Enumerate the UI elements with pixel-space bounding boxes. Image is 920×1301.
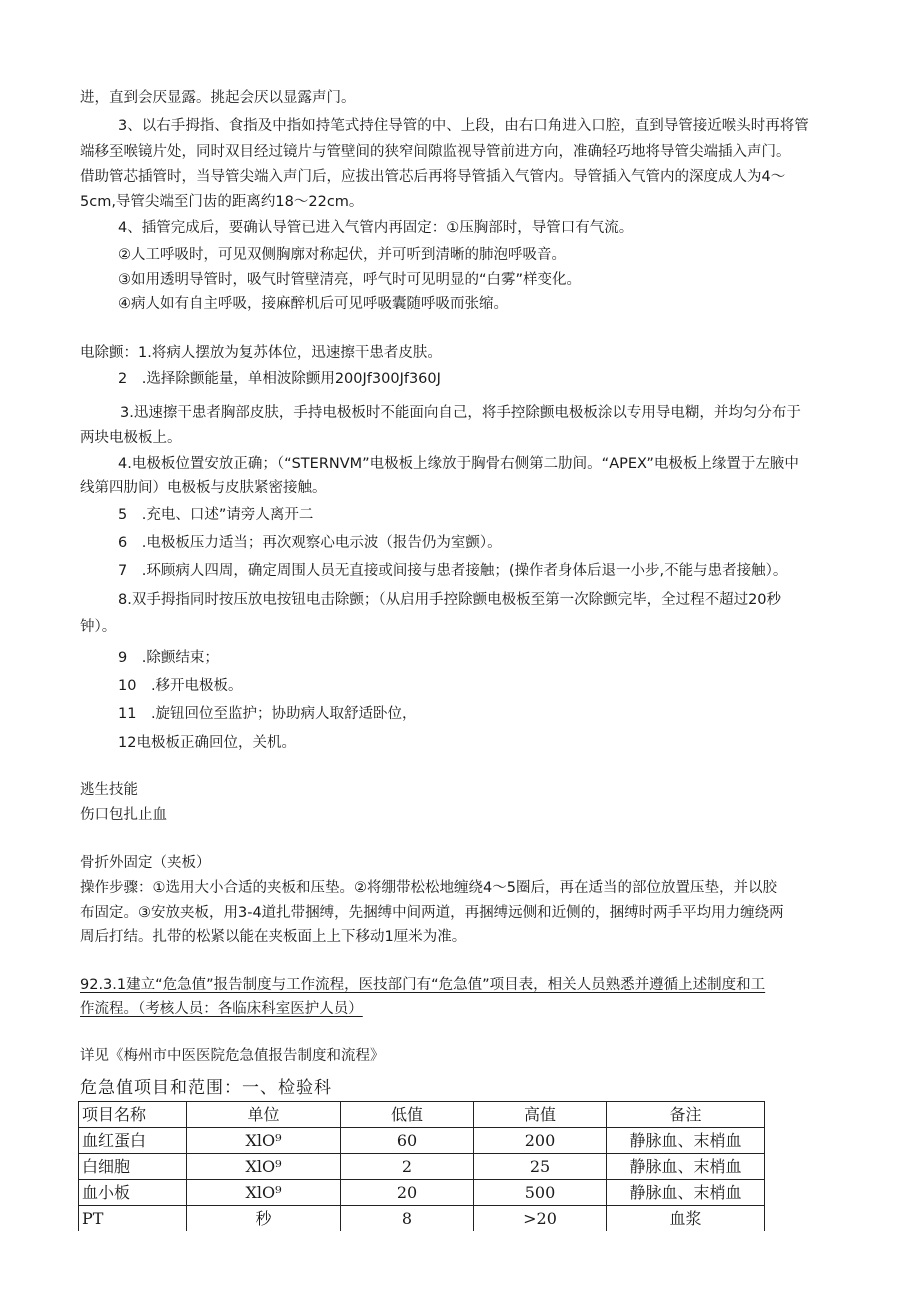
table-cell: XlO⁹ [187, 1180, 341, 1206]
table-cell: 血浆 [607, 1206, 765, 1232]
section-heading: 逃生技能 [80, 782, 138, 798]
paragraph-line: 4、插管完成后，要确认导管已进入气管内再固定：①压胸部时，导管口有气流。 [118, 220, 634, 236]
table-cell: 8 [341, 1206, 474, 1232]
table-cell: 500 [474, 1180, 607, 1206]
paragraph-line: 进，直到会厌显露。挑起会厌以显露声门。 [80, 90, 356, 106]
standard-clause-line: 92.3.1建立“危急值”报告制度与工作流程，医技部门有“危急值”项目表，相关人员熟悉并遵循上述制度和工 [80, 977, 766, 993]
standard-clause-line: 作流程。（考核人员：各临床科室医护人员） [80, 1001, 363, 1017]
table-cell: 静脉血、末梢血 [607, 1154, 765, 1180]
paragraph-line: 借助管芯插管时，当导管尖端入声门后，应拔出管芯后再将导管插入气管内。导管插入气管内的深度成人为4〜 [80, 169, 786, 185]
step-line: 5 .充电、口述”请旁人离开二 [118, 507, 314, 523]
step-line: 11 .旋钮回位至监护；协助病人取舒适卧位， [118, 706, 417, 722]
table-cell: 200 [474, 1128, 607, 1154]
step-line: 6 .电极板压力适当；再次观察心电示波（报告仍为室颤）。 [118, 535, 502, 551]
table-cell: 静脉血、末梢血 [607, 1180, 765, 1206]
table-cell: 白细胞 [79, 1154, 187, 1180]
column-header: 项目名称 [79, 1102, 187, 1128]
paragraph-line: 周后打结。扎带的松紧以能在夹板面上上下移动1厘米为准。 [80, 929, 467, 945]
table-cell: 静脉血、末梢血 [607, 1128, 765, 1154]
table-cell: 2 [341, 1154, 474, 1180]
step-line: 8.双手拇指同时按压放电按钮电击除颤；（从启用手控除颤电极板至第一次除颤完毕，全过程不超过20秒 [118, 592, 782, 608]
table-row [79, 1154, 765, 1180]
step-line: 线第四肋间）电极板与皮肤紧密接触。 [80, 480, 327, 496]
table-cell: 血红蛋白 [79, 1128, 187, 1154]
step-line: 9 .除颤结束； [118, 650, 219, 666]
step-line: 2 .选择除颤能量，单相波除颤用200Jf300Jf360J [118, 371, 441, 387]
reference-line: 详见《梅州市中医医院危急值报告制度和流程》 [80, 1048, 385, 1064]
section-heading: 伤口包扎止血 [80, 807, 167, 823]
table-row [79, 1128, 765, 1154]
critical-value-table [78, 1101, 765, 1231]
table-cell: XlO⁹ [187, 1154, 341, 1180]
paragraph-line: 布固定。③安放夹板，用3-4道扎带捆缚，先捆缚中间两道，再捆缚远侧和近侧的，捆缚时两手平均用力缠绕两 [80, 905, 784, 921]
table-cell: 25 [474, 1154, 607, 1180]
paragraph-line: 端移至喉镜片处，同时双目经过镜片与管壁间的狭窄间隙监视导管前进方向，准确轻巧地将导管尖端插入声门。 [80, 144, 791, 160]
column-header: 单位 [187, 1102, 341, 1128]
paragraph-line: 5cm,导管尖端至门齿的距离约18〜22cm。 [80, 194, 364, 210]
paragraph-line: ②人工呼吸时，可见双侧胸廓对称起伏，并可听到清晰的肺泡呼吸音。 [118, 247, 566, 263]
table-row [79, 1206, 765, 1232]
table-cell: >20 [474, 1206, 607, 1232]
paragraph-line: ③如用透明导管时，吸气时管壁清亮，呼气时可见明显的“白雾”样变化。 [118, 272, 582, 288]
column-header: 高值 [474, 1102, 607, 1128]
table-caption: 危急值项目和范围：一、检验科 [80, 1078, 332, 1098]
defibrillation-heading-line: 电除颤：1.将病人摆放为复苏体位，迅速擦干患者皮肤。 [80, 345, 442, 361]
table-cell: PT [79, 1206, 187, 1232]
table-cell: 秒 [187, 1206, 341, 1232]
step-line: 7 .环顾病人四周，确定周围人员无直接或间接与患者接触；(操作者身体后退一小步,不能与患者接触）。 [118, 563, 788, 579]
step-line: 10 .移开电极板。 [118, 678, 243, 694]
column-header: 低值 [341, 1102, 474, 1128]
table-header-row [79, 1102, 765, 1128]
paragraph-line: 3、以右手拇指、食指及中指如持笔式持住导管的中、上段，由右口角进入口腔，直到导管接近喉头时再将管 [118, 118, 809, 134]
column-header: 备注 [607, 1102, 765, 1128]
step-line: 3.迅速擦干患者胸部皮肤，手持电极板时不能面向自己，将手控除颤电极板涂以专用导电糊，并均匀分布于 [120, 405, 801, 421]
paragraph-line: 操作步骤：①选用大小合适的夹板和压垫。②将绷带松松地缠绕4〜5圈后，再在适当的部位放置压垫，并以胶 [80, 880, 777, 896]
table-row [79, 1180, 765, 1206]
table-cell: 60 [341, 1128, 474, 1154]
section-heading: 骨折外固定（夹板） [80, 855, 211, 871]
step-line: 4.电极板位置安放正确；（“STERNVM”电极板上缘放于胸骨右侧第二肋间。“APEX”电极板上缘置于左腋中 [118, 456, 799, 472]
table-cell: 血小板 [79, 1180, 187, 1206]
paragraph-line: ④病人如有自主呼吸，接麻醉机后可见呼吸囊随呼吸而张缩。 [118, 296, 508, 312]
step-line: 钟）。 [80, 619, 117, 635]
table-cell: XlO⁹ [187, 1128, 341, 1154]
table-cell: 20 [341, 1180, 474, 1206]
step-line: 两块电极板上。 [80, 430, 182, 446]
step-line: 12电极板正确回位，关机。 [118, 735, 296, 751]
